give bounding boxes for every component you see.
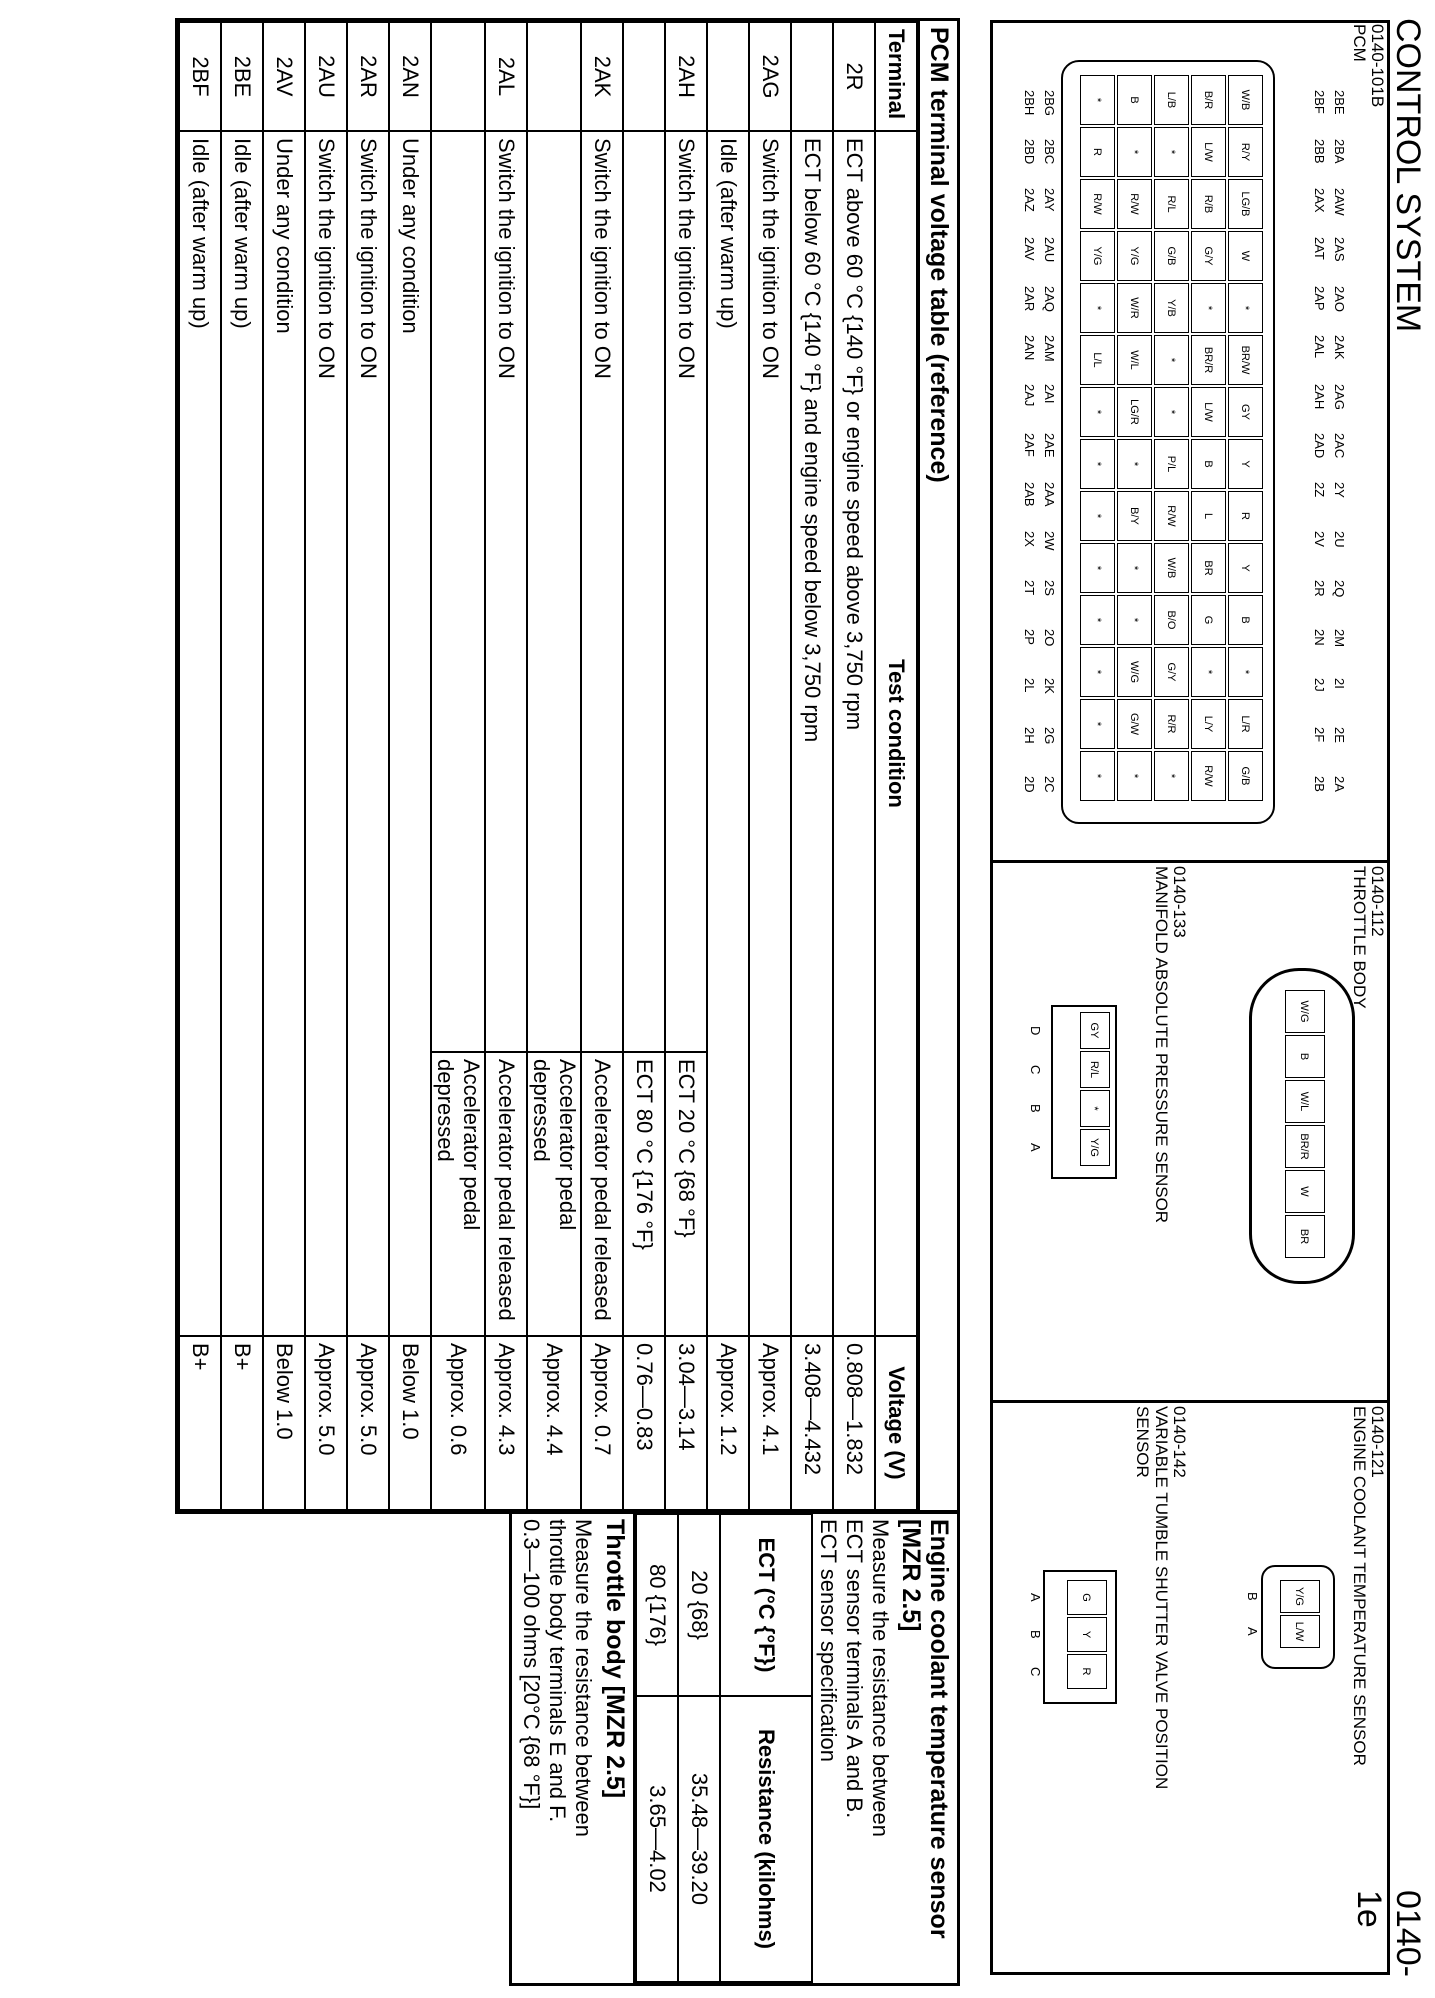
- pcm-pin-label: 2BF: [1312, 90, 1327, 114]
- terminal-cell: 2AR: [347, 22, 389, 131]
- pcm-wire-cell: G: [1191, 595, 1226, 645]
- pcm-pin-label: 2AX: [1312, 188, 1327, 213]
- voltage-cell: 0.808—1.832: [833, 1336, 875, 1510]
- pcm-wire-cell: P/L: [1154, 439, 1189, 489]
- pcm-pin-label: 2BE: [1332, 90, 1347, 115]
- tb-id: 0140-112: [1368, 866, 1387, 937]
- condition-cell: Idle (after warm up): [179, 131, 221, 1336]
- pcm-pin-label: 2AH: [1312, 384, 1327, 410]
- col-voltage: Voltage (V): [875, 1336, 917, 1510]
- pcm-pin-label: 2U: [1332, 531, 1347, 548]
- condition-cell: Switch the ignition to ON: [749, 131, 791, 1336]
- ect-spec-text: [815, 1513, 893, 1983]
- pcm-wire-cell: LG/R: [1117, 387, 1152, 437]
- pcm-wire-cell: BR/W: [1228, 335, 1263, 385]
- pcm-pin-label: 2A: [1332, 776, 1347, 792]
- pcm-wire-cell: R/R: [1154, 699, 1189, 749]
- vtsv-pin-label: B: [1028, 1630, 1043, 1639]
- pcm-pin-label: 2AY: [1042, 188, 1057, 212]
- pcm-wire-cell: *: [1154, 387, 1189, 437]
- table-row: [389, 22, 431, 1510]
- pcm-pin-label: 2AD: [1312, 433, 1327, 459]
- pcm-wire-cell: L/B: [1154, 75, 1189, 125]
- terminal-cell: 2BF: [179, 22, 221, 131]
- table-row: [179, 22, 221, 1510]
- pcm-wire-cell: B/O: [1154, 595, 1189, 645]
- ect-pin-labels: [1242, 1580, 1260, 1650]
- pcm-pin-label: 2O: [1042, 629, 1057, 647]
- voltage-cell: Below 1.0: [263, 1336, 305, 1510]
- pcm-wire-cell: R: [1080, 127, 1115, 177]
- pcm-wire-cell: R: [1228, 491, 1263, 541]
- map-pin-label: D: [1028, 1026, 1043, 1036]
- divider: [990, 860, 1390, 863]
- pcm-pin-label: 2L: [1022, 678, 1037, 693]
- pcm-wire-cell: Y: [1228, 543, 1263, 593]
- pcm-pin-label: 2D: [1022, 776, 1037, 793]
- vtsv-wire-cell: Y: [1067, 1617, 1107, 1652]
- divider: [990, 1400, 1390, 1403]
- ect-spec-line: ECT sensor specification: [816, 1519, 841, 1762]
- pcm-wire-cell: Y/G: [1080, 231, 1115, 281]
- tb-spec-line: 0.3—100 ohms [20°C {68 °F}]: [519, 1519, 544, 1810]
- pcm-pin-label: 2Q: [1332, 580, 1347, 598]
- page-code: 0140-1e: [1350, 1890, 1427, 1977]
- sub-condition-cell: Accelerator pedal depressed: [431, 1052, 485, 1336]
- pcm-pin-label: 2AV: [1022, 237, 1037, 261]
- terminal-cell: 2R: [833, 22, 875, 131]
- pcm-connector-grid: [1075, 75, 1263, 805]
- table-row: [485, 22, 527, 1510]
- pcm-voltage-table-frame: [175, 18, 960, 1514]
- pcm-pin-label: 2AQ: [1042, 286, 1057, 313]
- pcm-pin-label: 2BC: [1042, 139, 1057, 165]
- pcm-wire-cell: B: [1191, 439, 1226, 489]
- pcm-wire-cell: BR/R: [1191, 335, 1226, 385]
- condition-cell: [527, 131, 581, 1052]
- map-wire-cell: *: [1080, 1090, 1110, 1127]
- pcm-wire-cell: L/R: [1228, 699, 1263, 749]
- pcm-wire-cell: *: [1080, 595, 1115, 645]
- condition-cell: Switch the ignition to ON: [347, 131, 389, 1336]
- table-row: [678, 1514, 720, 1982]
- pcm-pin-label: 2AP: [1312, 286, 1327, 311]
- tb-spec-line: Measure the resistance between: [571, 1519, 596, 1837]
- pcm-wire-cell: R/W: [1191, 751, 1226, 801]
- tb-wire-cell: BR/R: [1285, 1125, 1325, 1168]
- pcm-pin-label: 2BA: [1332, 139, 1347, 164]
- ect-pin-label: B: [1245, 1592, 1260, 1601]
- pcm-wire-cell: Y: [1228, 439, 1263, 489]
- terminal-cell: [431, 22, 485, 131]
- table-row: [527, 22, 581, 1510]
- voltage-cell: B+: [179, 1336, 221, 1510]
- pcm-table-title: PCM terminal voltage table (reference): [918, 21, 957, 1511]
- pcm-wire-cell: G/B: [1154, 231, 1189, 281]
- pcm-wire-cell: *: [1080, 283, 1115, 333]
- col-terminal: Terminal: [875, 22, 917, 131]
- table-row: [665, 22, 707, 1510]
- ect-spec-line: Measure the resistance between: [868, 1519, 893, 1837]
- condition-cell: Under any condition: [263, 131, 305, 1336]
- pcm-pin-label: 2AL: [1312, 335, 1327, 359]
- pcm-wire-cell: *: [1080, 751, 1115, 801]
- sub-condition-cell: Accelerator pedal released: [581, 1052, 623, 1336]
- pcm-wire-cell: G/Y: [1154, 647, 1189, 697]
- table-row: [431, 22, 485, 1510]
- pcm-pin-label: 2N: [1312, 629, 1327, 646]
- condition-cell: Switch the ignition to ON: [305, 131, 347, 1336]
- ect-pin-label: A: [1245, 1627, 1260, 1636]
- tb-spec-title: Throttle body [MZR 2.5]: [596, 1513, 635, 1983]
- table-row: [347, 22, 389, 1510]
- table-row: [623, 22, 665, 1510]
- vtsv-pin-labels: [1025, 1580, 1043, 1690]
- condition-cell: ECT above 60 °C {140 °F} or engine speed above 3,750 rpm: [833, 131, 875, 1336]
- voltage-cell: 0.76—0.83: [623, 1336, 665, 1510]
- pcm-wire-cell: L/W: [1191, 387, 1226, 437]
- pcm-wire-cell: Y/B: [1154, 283, 1189, 333]
- sub-condition-cell: Accelerator pedal released: [485, 1052, 527, 1336]
- terminal-cell: 2AN: [389, 22, 431, 131]
- map-pin-label: B: [1028, 1104, 1043, 1113]
- condition-cell: ECT below 60 °C {140 °F} and engine speed below 3,750 rpm: [791, 131, 833, 1336]
- voltage-cell: Approx. 0.7: [581, 1336, 623, 1510]
- table-row: [221, 22, 263, 1510]
- pcm-wire-cell: GY: [1228, 387, 1263, 437]
- voltage-cell: 3.408—4.432: [791, 1336, 833, 1510]
- map-pin-label: C: [1028, 1065, 1043, 1075]
- table-row: [305, 22, 347, 1510]
- pcm-wire-cell: R/B: [1191, 179, 1226, 229]
- pcm-wire-cell: *: [1117, 595, 1152, 645]
- pcm-wire-cell: G/W: [1117, 699, 1152, 749]
- pcm-wire-cell: B/R: [1191, 75, 1226, 125]
- pcm-pin-label: 2V: [1312, 531, 1327, 547]
- pcm-wire-cell: W/L: [1117, 335, 1152, 385]
- condition-cell: [431, 131, 485, 1052]
- pcm-wire-cell: *: [1117, 751, 1152, 801]
- pcm-wire-cell: L/W: [1191, 127, 1226, 177]
- condition-cell: Switch the ignition to ON: [665, 131, 707, 1052]
- pcm-pin-label: 2M: [1332, 629, 1347, 648]
- pcm-wire-cell: *: [1080, 439, 1115, 489]
- terminal-cell: [527, 22, 581, 131]
- condition-cell: Idle (after warm up): [707, 131, 749, 1336]
- pcm-pin-label: 2G: [1042, 727, 1057, 745]
- sub-condition-cell: ECT 80 °C {176 °F}: [623, 1052, 665, 1336]
- tb-wire-cell: W/L: [1285, 1080, 1325, 1123]
- table-row: [833, 22, 875, 1510]
- pcm-wire-cell: R/W: [1117, 179, 1152, 229]
- col-condition: Test condition: [875, 131, 917, 1336]
- tb-wire-cell: B: [1285, 1035, 1325, 1078]
- pcm-wire-cell: *: [1154, 335, 1189, 385]
- ect-id: 0140-121: [1368, 1406, 1387, 1478]
- pcm-pin-label: 2Z: [1312, 482, 1327, 498]
- pcm-pin-label: 2AC: [1332, 433, 1347, 459]
- vtsv-name: VARIABLE TUMBLE SHUTTER VALVE POSITION SENSOR: [1133, 1406, 1171, 1790]
- map-connector-cells: [1080, 1012, 1110, 1168]
- voltage-cell: Approx. 5.0: [305, 1336, 347, 1510]
- pcm-pin-label: 2F: [1312, 727, 1327, 743]
- map-pin-labels: [1023, 1012, 1043, 1168]
- pcm-wire-cell: R/W: [1154, 491, 1189, 541]
- vtsv-id: 0140-142: [1170, 1406, 1189, 1478]
- terminal-cell: 2AG: [749, 22, 791, 131]
- ect-temp-header: ECT (°C {°F}): [720, 1514, 812, 1696]
- page-title: CONTROL SYSTEM: [1389, 18, 1427, 333]
- pcm-wire-cell: G/B: [1228, 751, 1263, 801]
- terminal-cell: [791, 22, 833, 131]
- pcm-pin-label: 2AJ: [1022, 384, 1037, 407]
- terminal-cell: 2BE: [221, 22, 263, 131]
- pcm-pin-label: 2C: [1042, 776, 1057, 793]
- ect-temp-cell: 80 {176}: [636, 1514, 678, 1696]
- terminal-cell: 2AV: [263, 22, 305, 131]
- pcm-pin-label: 2AT: [1312, 237, 1327, 260]
- condition-cell: Switch the ignition to ON: [581, 131, 623, 1052]
- ect-spec-panel: [509, 1510, 960, 1986]
- ect-res-cell: 35.48—39.20: [678, 1696, 720, 1982]
- pcm-pin-label: 2AK: [1332, 335, 1347, 360]
- pcm-pin-label: 2AW: [1332, 188, 1347, 216]
- vtsv-wire-cell: R: [1067, 1654, 1107, 1689]
- ect-wire-cell: Y/G: [1280, 1580, 1320, 1613]
- pcm-wire-cell: *: [1080, 387, 1115, 437]
- pcm-pin-label: 2AR: [1022, 286, 1037, 312]
- ect-spec-line: ECT sensor terminals A and B.: [842, 1519, 867, 1819]
- pcm-wire-cell: W/R: [1117, 283, 1152, 333]
- pcm-pin-label: 2AI: [1042, 384, 1057, 404]
- pcm-wire-cell: W/G: [1117, 647, 1152, 697]
- pcm-wire-cell: L: [1191, 491, 1226, 541]
- condition-cell: Switch the ignition to ON: [485, 131, 527, 1052]
- pcm-wire-cell: *: [1228, 283, 1263, 333]
- table-row: [636, 1514, 678, 1982]
- pcm-wire-cell: *: [1191, 283, 1226, 333]
- pcm-pin-label: 2AN: [1022, 335, 1037, 361]
- tb-wire-cell: W: [1285, 1170, 1325, 1213]
- tb-spec-text: [512, 1513, 596, 1983]
- pcm-pin-label: 2I: [1332, 678, 1347, 689]
- pcm-wire-cell: *: [1154, 127, 1189, 177]
- pcm-pin-label: 2Y: [1332, 482, 1347, 498]
- pcm-wire-cell: *: [1154, 751, 1189, 801]
- pcm-pin-label: 2S: [1042, 580, 1057, 596]
- vtsv-pin-label: C: [1028, 1667, 1043, 1677]
- pcm-wire-cell: *: [1080, 491, 1115, 541]
- ect-spec-table: [635, 1513, 813, 1983]
- sub-condition-cell: ECT 20 °C {68 °F}: [665, 1052, 707, 1336]
- voltage-cell: Approx. 5.0: [347, 1336, 389, 1510]
- table-row: [749, 22, 791, 1510]
- pcm-wire-cell: R/Y: [1228, 127, 1263, 177]
- map-wire-cell: Y/G: [1080, 1129, 1110, 1166]
- pcm-pin-label: 2AU: [1042, 237, 1057, 263]
- pcm-pin-label: 2AF: [1022, 433, 1037, 457]
- pcm-pin-label: 2J: [1312, 678, 1327, 692]
- table-row: [581, 22, 623, 1510]
- pcm-voltage-table: [178, 21, 918, 1511]
- pcm-wire-cell: B/Y: [1117, 491, 1152, 541]
- voltage-cell: Approx. 1.2: [707, 1336, 749, 1510]
- pcm-pin-label: 2AA: [1042, 482, 1057, 507]
- ect-spec-title: Engine coolant temperature sensor [MZR 2.5]: [897, 1519, 953, 1939]
- pcm-wire-cell: *: [1228, 647, 1263, 697]
- pcm-wire-cell: G/Y: [1191, 231, 1226, 281]
- voltage-cell: 3.04—3.14: [665, 1336, 707, 1510]
- pcm-pin-label: 2P: [1022, 629, 1037, 645]
- voltage-cell: B+: [221, 1336, 263, 1510]
- tb-name: THROTTLE BODY: [1350, 866, 1369, 1009]
- pcm-wire-cell: LG/B: [1228, 179, 1263, 229]
- pcm-wire-cell: *: [1191, 647, 1226, 697]
- pcm-pin-label: 2E: [1332, 727, 1347, 743]
- pcm-pin-label: 2H: [1022, 727, 1037, 744]
- terminal-cell: 2AU: [305, 22, 347, 131]
- table-row: [263, 22, 305, 1510]
- tb-wire-cell: W/G: [1285, 990, 1325, 1033]
- pcm-wire-cell: L/Y: [1191, 699, 1226, 749]
- vtsv-connector-cells: [1067, 1580, 1107, 1690]
- pcm-pin-label: 2R: [1312, 580, 1327, 597]
- map-wire-cell: GY: [1080, 1012, 1110, 1049]
- ect-res-header: Resistance (kilohms): [720, 1696, 812, 1982]
- tb-spec-line: throttle body terminals E and F.: [545, 1519, 570, 1823]
- pcm-pin-label: 2X: [1022, 531, 1037, 547]
- voltage-cell: Below 1.0: [389, 1336, 431, 1510]
- pcm-wire-cell: *: [1080, 647, 1115, 697]
- ect-name: ENGINE COOLANT TEMPERATURE SENSOR: [1350, 1406, 1369, 1766]
- pcm-wire-cell: W/B: [1154, 543, 1189, 593]
- ect-temp-cell: 20 {68}: [678, 1514, 720, 1696]
- sub-condition-cell: Accelerator pedal depressed: [527, 1052, 581, 1336]
- pcm-wire-cell: *: [1117, 543, 1152, 593]
- pcm-pin-label: 2BG: [1042, 90, 1057, 117]
- terminal-cell: 2AK: [581, 22, 623, 131]
- pcm-wire-cell: *: [1080, 699, 1115, 749]
- pcm-wire-cell: W: [1228, 231, 1263, 281]
- condition-cell: [623, 131, 665, 1052]
- condition-cell: Idle (after warm up): [221, 131, 263, 1336]
- map-pin-label: A: [1028, 1143, 1043, 1152]
- pcm-wire-cell: W/B: [1228, 75, 1263, 125]
- map-wire-cell: R/L: [1080, 1051, 1110, 1088]
- map-name: MANIFOLD ABSOLUTE PRESSURE SENSOR: [1152, 866, 1171, 1224]
- voltage-cell: Approx. 4.3: [485, 1336, 527, 1510]
- pcm-pin-label: 2AO: [1332, 286, 1347, 313]
- pcm-wire-cell: R/W: [1080, 179, 1115, 229]
- voltage-cell: Approx. 0.6: [431, 1336, 485, 1510]
- pcm-pin-label: 2AB: [1022, 482, 1037, 507]
- tb-wire-cell: BR: [1285, 1215, 1325, 1258]
- pcm-pin-label: 2K: [1042, 678, 1057, 694]
- pcm-id: 0140-101B: [1368, 24, 1387, 108]
- voltage-cell: Approx. 4.4: [527, 1336, 581, 1510]
- pcm-pin-label: 2BB: [1312, 139, 1327, 164]
- table-row: [707, 22, 749, 1510]
- pcm-wire-cell: *: [1080, 543, 1115, 593]
- pcm-pin-label: 2BH: [1022, 90, 1037, 116]
- ect-connector-cells: [1275, 1580, 1325, 1650]
- voltage-cell: Approx. 4.1: [749, 1336, 791, 1510]
- pcm-wire-cell: Y/G: [1117, 231, 1152, 281]
- pcm-wire-cell: R/L: [1154, 179, 1189, 229]
- pcm-wire-cell: B: [1117, 75, 1152, 125]
- terminal-cell: 2AL: [485, 22, 527, 131]
- condition-cell: Under any condition: [389, 131, 431, 1336]
- pcm-pin-label: 2AS: [1332, 237, 1347, 262]
- vtsv-wire-cell: G: [1067, 1580, 1107, 1615]
- terminal-cell: 2AH: [665, 22, 707, 131]
- map-id: 0140-133: [1170, 866, 1189, 938]
- pcm-wire-cell: *: [1080, 75, 1115, 125]
- pcm-pin-label: 2AZ: [1022, 188, 1037, 212]
- tb-connector-cells: [1275, 990, 1335, 1260]
- pcm-pin-label: 2AE: [1042, 433, 1057, 458]
- pcm-wire-cell: *: [1117, 439, 1152, 489]
- pcm-wire-cell: *: [1117, 127, 1152, 177]
- terminal-cell: [623, 22, 665, 131]
- pcm-pin-label: 2W: [1042, 531, 1057, 551]
- pcm-pin-label: 2T: [1022, 580, 1037, 596]
- pcm-pin-label: 2AG: [1332, 384, 1347, 411]
- pcm-pin-label: 2B: [1312, 776, 1327, 792]
- pcm-wire-cell: L/L: [1080, 335, 1115, 385]
- pcm-name: PCM: [1350, 24, 1369, 62]
- vtsv-pin-label: A: [1028, 1593, 1043, 1602]
- table-row: [791, 22, 833, 1510]
- pcm-pin-label: 2AM: [1042, 335, 1057, 362]
- pcm-pin-label: 2BD: [1022, 139, 1037, 165]
- ect-res-cell: 3.65—4.02: [636, 1696, 678, 1982]
- terminal-cell: [707, 22, 749, 131]
- pcm-wire-cell: B: [1228, 595, 1263, 645]
- ect-wire-cell: L/W: [1280, 1615, 1320, 1648]
- pcm-wire-cell: BR: [1191, 543, 1226, 593]
